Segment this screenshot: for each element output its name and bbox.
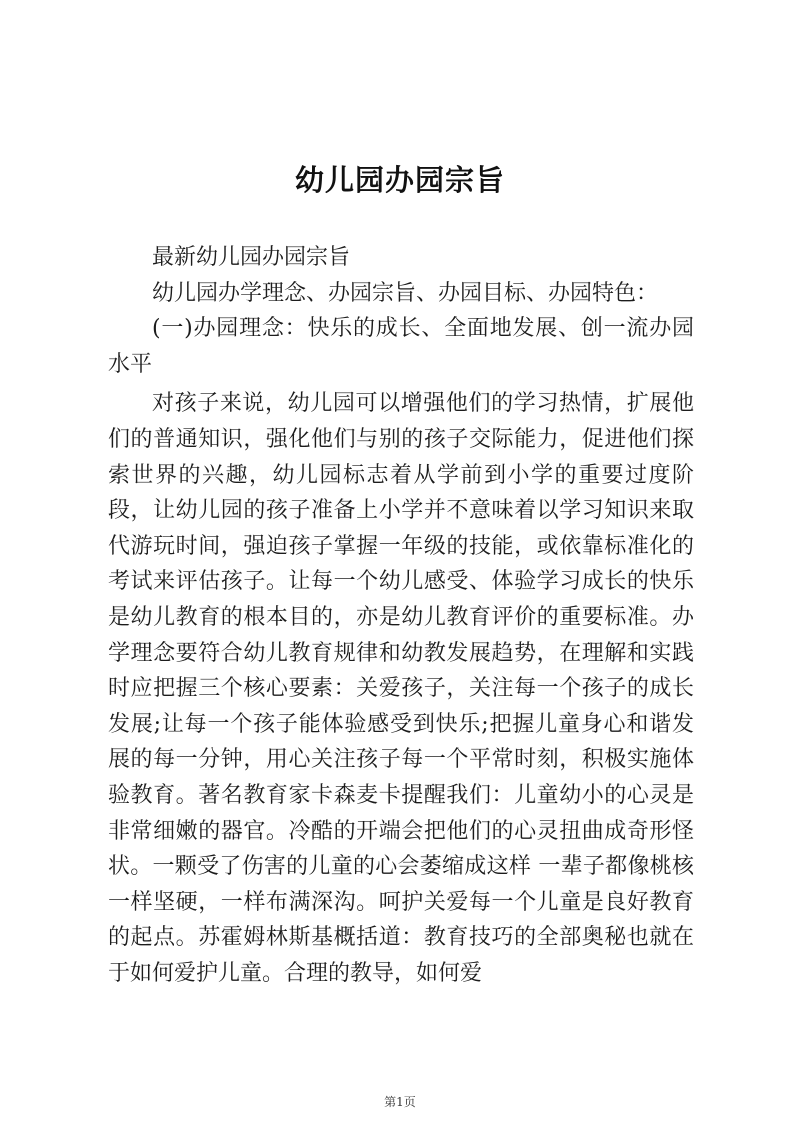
paragraph-overview: 幼儿园办学理念、办园宗旨、办园目标、办园特色： [152,280,659,306]
paragraph-subtitle: 最新幼儿园办园宗旨 [152,245,351,270]
paragraph-main-body: 对孩子来说，幼儿园可以增强他们的学习热情，扩展他们的普通知识，强化他们与别的孩子交际能力，促进他们探索世界的兴趣，幼儿园标志着从学前到小学的重要过度阶段，让幼儿园的孩子准备上小学并不意味着以学习知识来取代游玩时间，强迫孩子掌握一年级的技能，或依靠标准化的考试来评估孩子。让每一个幼儿感受、体验学习成长的快乐是幼儿教育的根本目的，亦是幼儿教育评价的重要标准。办学理念要符合幼儿教育规律和幼教发展趋势，在理解和实践时应把握三个核心要素：关爱孩子，关注每一个孩子的成长发展;让每一个孩子能体验感受到快乐;把握儿童身心和谐发展的每一分钟，用心关注孩子每一个平常时刻，积极实施体验教育。著名教育家卡森麦卡提醒我们：儿童幼小的心灵是非常细嫩的器官。冷酷的开端会把他们的心灵扭曲成奇形怪状。一颗受了伤害的儿童的心会萎缩成这样 一辈子都像桃核一样坚硬，一样布满深沟。呵护关爱每一个儿童是良好教育的起点。苏霍姆林斯基概括道：教育技巧的全部奥秘也就在于如何爱护儿童。合理的教导，如何爱 [108,391,694,986]
document-title: 幼儿园办园宗旨 [294,163,505,197]
document-body [108,240,694,991]
paragraph-philosophy: (一)办园理念：快乐的成长、全面地发展、创一流办园水平 [108,316,694,377]
page-number: 第1页 [384,1095,416,1109]
